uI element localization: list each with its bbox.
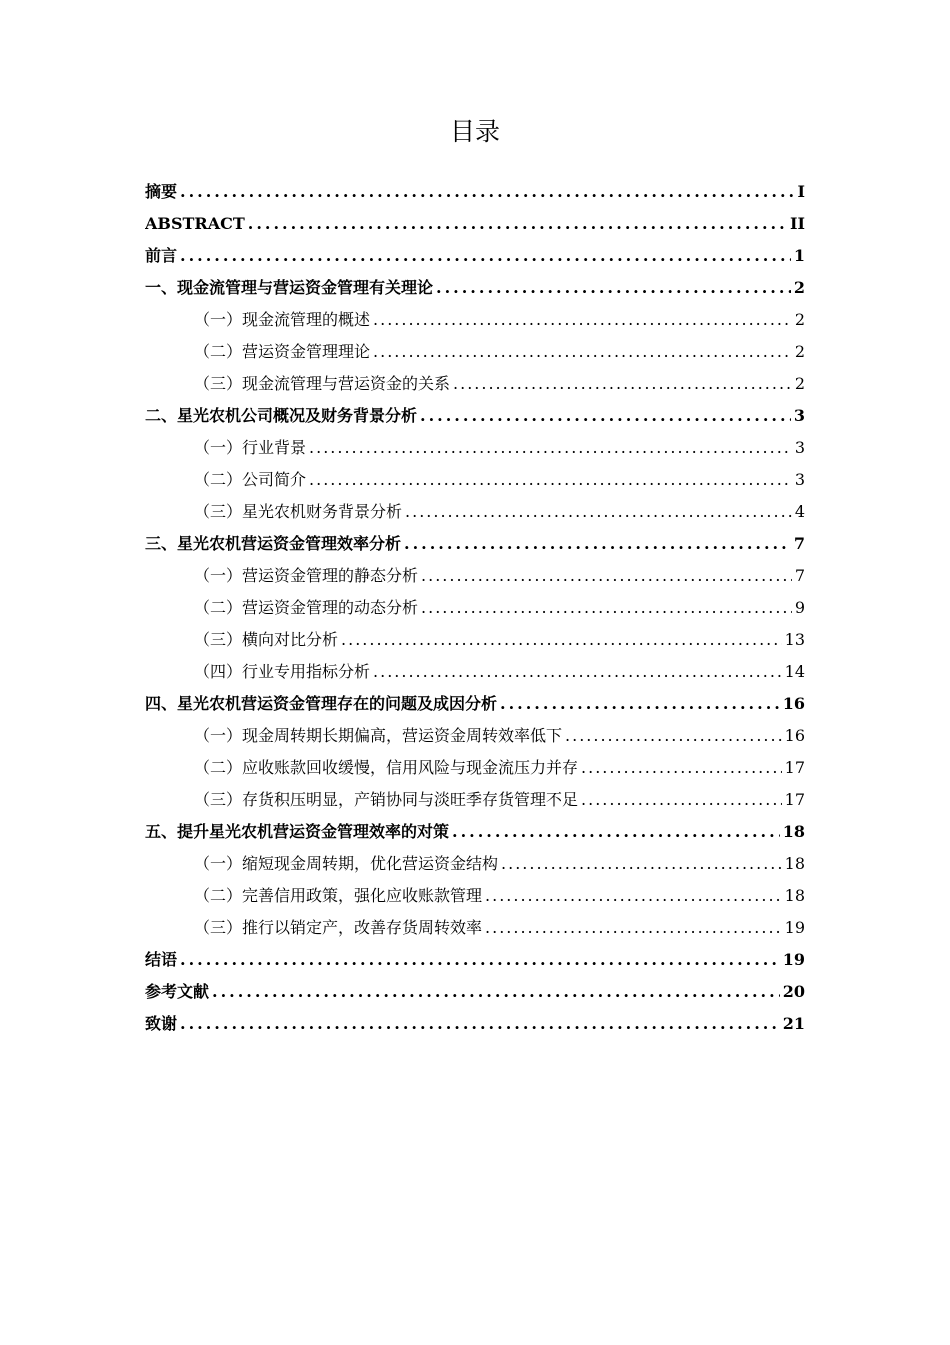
toc-entry-label: （二）应收账款回收缓慢，信用风险与现金流压力并存 [194, 758, 579, 777]
toc-dot-leader [421, 560, 792, 592]
toc-page-number: 18 [782, 822, 805, 841]
toc-page-number: 9 [794, 598, 805, 617]
toc-entry-preface[interactable] [145, 240, 805, 272]
toc-entry-chapter-1[interactable] [145, 272, 805, 304]
toc-entry-label: （一）现金周转期长期偏高，营运资金周转效率低下 [194, 726, 563, 745]
toc-entry-label: （一）行业背景 [194, 438, 307, 457]
toc-dot-leader [212, 976, 780, 1008]
toc-dot-leader [373, 336, 792, 368]
toc-page-number: 1 [793, 246, 805, 265]
toc-entry-label: 二、星光农机公司概况及财务背景分析 [145, 406, 418, 425]
toc-dot-leader [436, 272, 791, 304]
toc-entry-section-4-3[interactable] [145, 784, 805, 816]
toc-entry-label: （三）星光农机财务背景分析 [194, 502, 403, 521]
toc-entry-label: （二）完善信用政策，强化应收账款管理 [194, 886, 483, 905]
toc-entry-section-2-1[interactable] [145, 432, 805, 464]
toc-page-number: 14 [784, 662, 805, 681]
toc-list [145, 176, 805, 1040]
toc-dot-leader [420, 400, 791, 432]
toc-page-number: 2 [794, 374, 805, 393]
toc-entry-section-4-1[interactable] [145, 720, 805, 752]
toc-page-number: 3 [794, 438, 805, 457]
toc-entry-section-5-1[interactable] [145, 848, 805, 880]
toc-entry-label: 三、星光农机营运资金管理效率分析 [145, 534, 402, 553]
toc-dot-leader [341, 624, 782, 656]
toc-page-number: 20 [782, 982, 805, 1001]
toc-entry-section-3-3[interactable] [145, 624, 805, 656]
toc-entry-label: （四）行业专用指标分析 [194, 662, 371, 681]
toc-entry-label: （一）营运资金管理的静态分析 [194, 566, 419, 585]
toc-entry-conclusion[interactable] [145, 944, 805, 976]
toc-page-number: 19 [784, 918, 805, 937]
toc-page-number: 7 [793, 534, 805, 553]
toc-entry-section-5-2[interactable] [145, 880, 805, 912]
toc-dot-leader [485, 880, 782, 912]
toc-entry-label: 前言 [145, 246, 178, 265]
toc-page-number: 3 [793, 406, 805, 425]
toc-entry-label: 结语 [145, 950, 178, 969]
toc-dot-leader [180, 1008, 780, 1040]
toc-page-number: 16 [784, 726, 805, 745]
toc-entry-section-3-4[interactable] [145, 656, 805, 688]
toc-dot-leader [373, 304, 792, 336]
toc-page-number: 2 [793, 278, 805, 297]
toc-entry-label: （三）存货积压明显，产销协同与淡旺季存货管理不足 [194, 790, 579, 809]
toc-entry-label: 一、现金流管理与营运资金管理有关理论 [145, 278, 434, 297]
toc-entry-label: （二）营运资金管理理论 [194, 342, 371, 361]
toc-page-number: II [790, 214, 805, 233]
toc-dot-leader [565, 720, 782, 752]
toc-entry-label: （三）横向对比分析 [194, 630, 339, 649]
toc-entry-chapter-5[interactable] [145, 816, 805, 848]
toc-dot-leader [581, 752, 782, 784]
toc-entry-section-2-3[interactable] [145, 496, 805, 528]
toc-entry-label: ABSTRACT [145, 214, 245, 233]
toc-page-number: 7 [794, 566, 805, 585]
toc-dot-leader [501, 848, 782, 880]
toc-page-number: 2 [794, 342, 805, 361]
toc-dot-leader [248, 208, 787, 240]
toc-page-number: 21 [782, 1014, 805, 1033]
toc-entry-label: （一）现金流管理的概述 [194, 310, 371, 329]
toc-dot-leader [452, 816, 780, 848]
toc-entry-section-1-1[interactable] [145, 304, 805, 336]
toc-dot-leader [180, 944, 780, 976]
toc-entry-label: （二）营运资金管理的动态分析 [194, 598, 419, 617]
toc-dot-leader [581, 784, 782, 816]
toc-dot-leader [373, 656, 782, 688]
toc-entry-label: （三）推行以销定产，改善存货周转效率 [194, 918, 483, 937]
toc-page-number: 13 [784, 630, 805, 649]
page-title: 目录 [449, 117, 500, 146]
toc-page-number: 16 [782, 694, 805, 713]
toc-entry-label: 参考文献 [145, 982, 210, 1001]
toc-entry-acknowledgements[interactable] [145, 1008, 805, 1040]
toc-dot-leader [309, 464, 792, 496]
toc-dot-leader [404, 528, 791, 560]
toc-dot-leader [485, 912, 782, 944]
toc-dot-leader [180, 240, 791, 272]
toc-entry-section-5-3[interactable] [145, 912, 805, 944]
toc-entry-chapter-2[interactable] [145, 400, 805, 432]
toc-dot-leader [500, 688, 780, 720]
toc-entry-section-3-2[interactable] [145, 592, 805, 624]
toc-entry-abstract-en[interactable] [145, 208, 805, 240]
toc-entry-chapter-4[interactable] [145, 688, 805, 720]
toc-page-number: 4 [794, 502, 805, 521]
toc-entry-section-1-3[interactable] [145, 368, 805, 400]
toc-entry-section-4-2[interactable] [145, 752, 805, 784]
toc-entry-chapter-3[interactable] [145, 528, 805, 560]
toc-page-number: I [797, 182, 805, 201]
toc-page-number: 3 [794, 470, 805, 489]
toc-entry-section-3-1[interactable] [145, 560, 805, 592]
toc-page-number: 17 [784, 790, 805, 809]
toc-entry-label: （三）现金流管理与营运资金的关系 [194, 374, 451, 393]
toc-dot-leader [180, 176, 795, 208]
toc-entry-label: 五、提升星光农机营运资金管理效率的对策 [145, 822, 450, 841]
toc-dot-leader [421, 592, 792, 624]
toc-page-number: 18 [784, 886, 805, 905]
toc-entry-abstract-zh[interactable] [145, 176, 805, 208]
toc-dot-leader [405, 496, 792, 528]
toc-entry-label: 四、星光农机营运资金管理存在的问题及成因分析 [145, 694, 498, 713]
toc-page-number: 2 [794, 310, 805, 329]
toc-entry-label: （二）公司简介 [194, 470, 307, 489]
toc-dot-leader [309, 432, 792, 464]
toc-entry-references[interactable] [145, 976, 805, 1008]
toc-entry-label: （一）缩短现金周转期，优化营运资金结构 [194, 854, 499, 873]
toc-entry-section-1-2[interactable] [145, 336, 805, 368]
toc-dot-leader [453, 368, 792, 400]
toc-page-number: 19 [782, 950, 805, 969]
toc-entry-label: 摘要 [145, 182, 178, 201]
toc-page-number: 18 [784, 854, 805, 873]
toc-entry-label: 致谢 [145, 1014, 178, 1033]
toc-page-number: 17 [784, 758, 805, 777]
toc-entry-section-2-2[interactable] [145, 464, 805, 496]
